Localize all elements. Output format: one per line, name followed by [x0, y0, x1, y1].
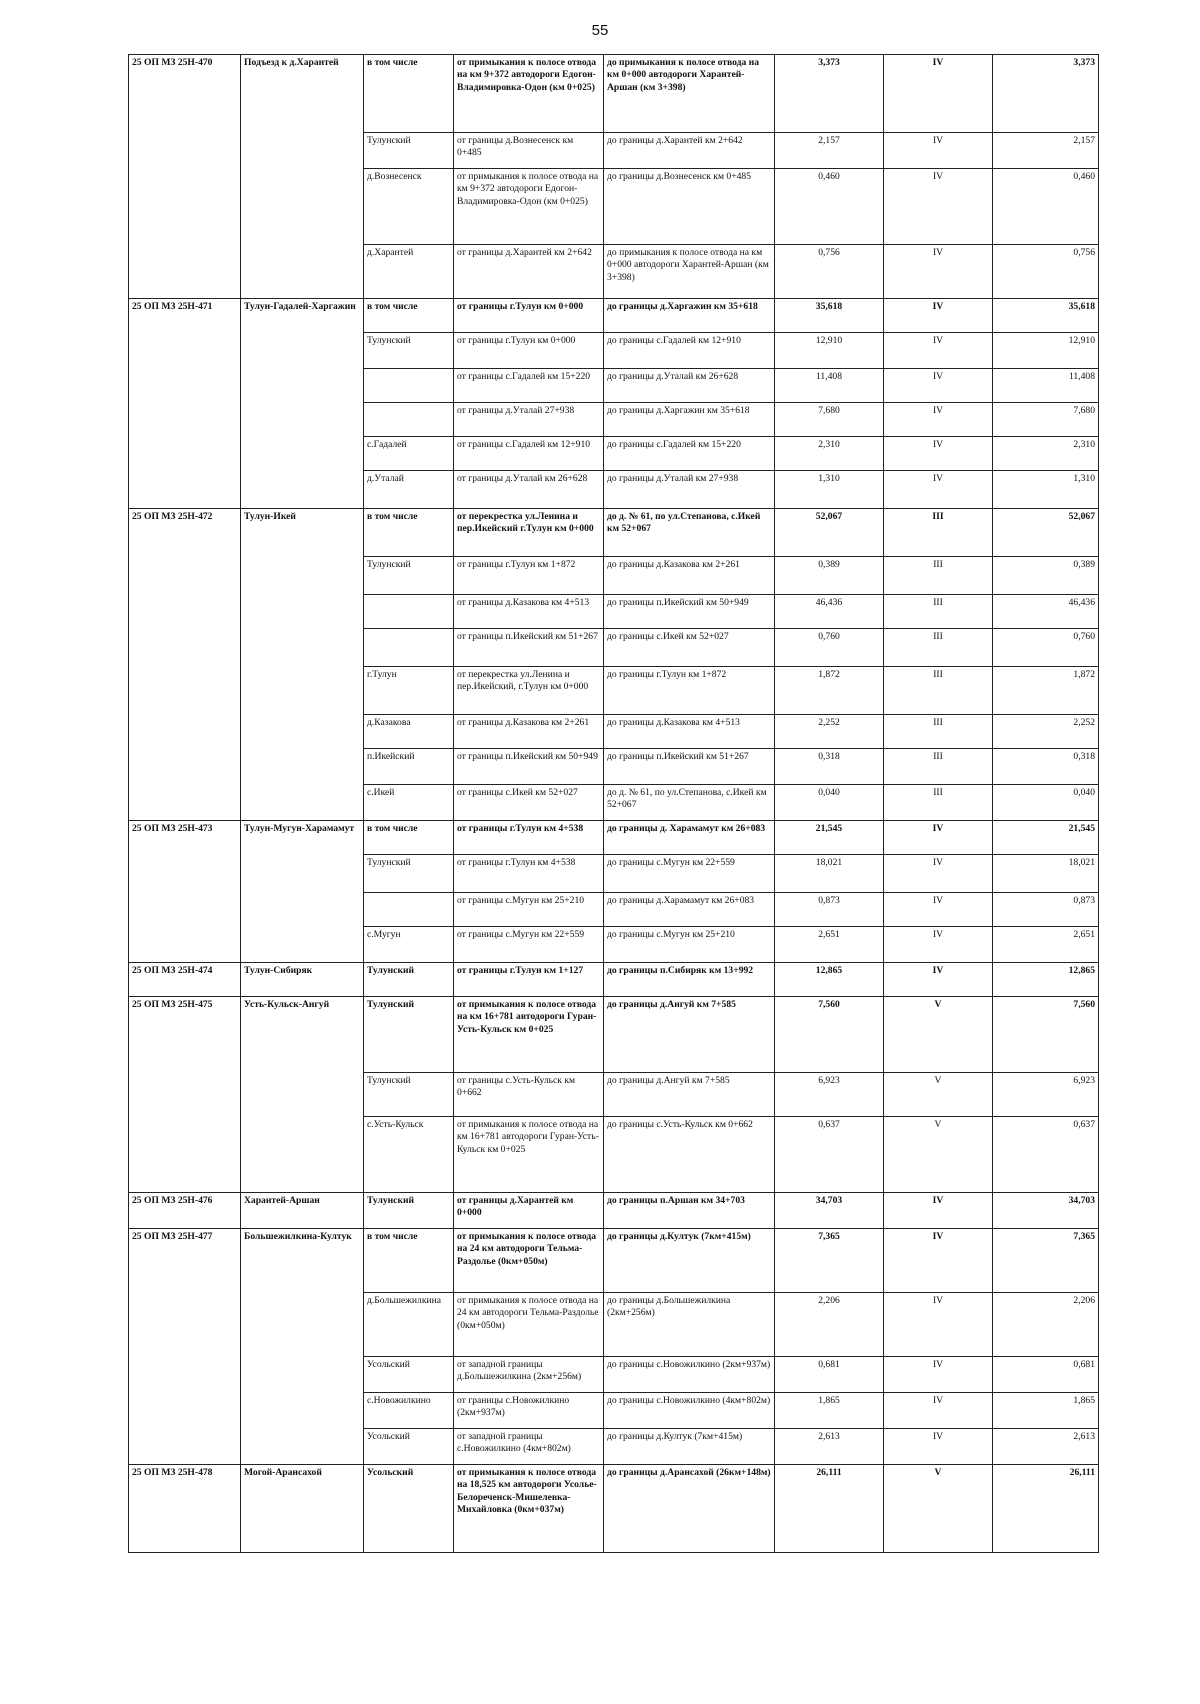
length-total-cell: 6,923 [993, 1073, 1099, 1117]
category-cell: III [884, 715, 993, 749]
area-cell [364, 595, 454, 629]
from-cell: от границы с.Икей км 52+027 [454, 785, 604, 821]
category-cell: IV [884, 55, 993, 133]
area-cell: п.Икейский [364, 749, 454, 785]
length-total-cell: 0,637 [993, 1117, 1099, 1193]
roads-table [128, 54, 1099, 1553]
area-cell: д.Харантей [364, 245, 454, 299]
to-cell: до границы д.Уталай км 26+628 [604, 369, 775, 403]
from-cell: от границы г.Тулун км 4+538 [454, 855, 604, 893]
area-cell: с.Гадалей [364, 437, 454, 471]
road-code-cell: 25 ОП МЗ 25Н-474 [129, 963, 241, 997]
length-total-cell: 52,067 [993, 509, 1099, 557]
area-cell: с.Усть-Кульск [364, 1117, 454, 1193]
length-total-cell: 26,111 [993, 1465, 1099, 1553]
road-code-cell: 25 ОП МЗ 25Н-477 [129, 1229, 241, 1465]
road-code-cell: 25 ОП МЗ 25Н-473 [129, 821, 241, 963]
to-cell: до границы с.Гадалей км 15+220 [604, 437, 775, 471]
category-cell: IV [884, 1193, 993, 1229]
length-cell: 0,760 [775, 629, 884, 667]
road-code-cell: 25 ОП МЗ 25Н-470 [129, 55, 241, 299]
from-cell: от границы д.Казакова км 4+513 [454, 595, 604, 629]
to-cell: до границы д.Большежилкина (2км+256м) [604, 1293, 775, 1357]
category-cell: III [884, 667, 993, 715]
area-cell [364, 369, 454, 403]
length-cell: 1,310 [775, 471, 884, 509]
to-cell: до границы д.Казакова км 4+513 [604, 715, 775, 749]
length-total-cell: 2,252 [993, 715, 1099, 749]
area-cell: д.Вознесенск [364, 169, 454, 245]
category-cell: IV [884, 169, 993, 245]
road-name-cell: Тулун-Сибиряк [241, 963, 364, 997]
road-code-cell: 25 ОП МЗ 25Н-475 [129, 997, 241, 1193]
area-cell [364, 403, 454, 437]
category-cell: IV [884, 333, 993, 369]
to-cell: до границы д.Култук (7км+415м) [604, 1229, 775, 1293]
road-name-cell: Могой-Арансахой [241, 1465, 364, 1553]
length-total-cell: 12,910 [993, 333, 1099, 369]
table-row [129, 1465, 1099, 1553]
from-cell: от примыкания к полосе отвода на км 9+372 автодороги Едогон-Владимировка-Одон (км 0+025) [454, 55, 604, 133]
road-name-cell: Тулун-Мугун-Харамамут [241, 821, 364, 963]
to-cell: до границы д.Култук (7км+415м) [604, 1429, 775, 1465]
to-cell: до границы п.Икейский км 50+949 [604, 595, 775, 629]
area-cell: Тулунский [364, 963, 454, 997]
to-cell: до д. № 61, по ул.Степанова, с.Икей км 52+067 [604, 509, 775, 557]
length-total-cell: 7,560 [993, 997, 1099, 1073]
from-cell: от границы с.Новожилкино (2км+937м) [454, 1393, 604, 1429]
road-name-cell: Тулун-Икей [241, 509, 364, 821]
length-cell: 7,365 [775, 1229, 884, 1293]
from-cell: от западной границы д.Большежилкина (2км+256м) [454, 1357, 604, 1393]
area-cell: Тулунский [364, 1193, 454, 1229]
table-row [129, 963, 1099, 997]
from-cell: от границы д.Харантей км 2+642 [454, 245, 604, 299]
area-cell: с.Икей [364, 785, 454, 821]
length-cell: 7,680 [775, 403, 884, 437]
length-cell: 12,910 [775, 333, 884, 369]
from-cell: от границы п.Икейский км 51+267 [454, 629, 604, 667]
page-number: 55 [591, 22, 609, 39]
length-cell: 0,389 [775, 557, 884, 595]
length-cell: 26,111 [775, 1465, 884, 1553]
to-cell: до границы п.Сибиряк км 13+992 [604, 963, 775, 997]
to-cell: до границы с.Новожилкино (2км+937м) [604, 1357, 775, 1393]
length-total-cell: 46,436 [993, 595, 1099, 629]
length-cell: 0,681 [775, 1357, 884, 1393]
to-cell: до границы д.Харантей км 2+642 [604, 133, 775, 169]
length-total-cell: 3,373 [993, 55, 1099, 133]
road-code-cell: 25 ОП МЗ 25Н-471 [129, 299, 241, 509]
to-cell: до границы д.Казакова км 2+261 [604, 557, 775, 595]
category-cell: III [884, 595, 993, 629]
from-cell: от примыкания к полосе отвода на 24 км автодороги Тельма-Раздолье (0км+050м) [454, 1293, 604, 1357]
from-cell: от примыкания к полосе отвода на км 9+372 автодороги Едогон-Владимировка-Одон (км 0+025) [454, 169, 604, 245]
length-cell: 6,923 [775, 1073, 884, 1117]
category-cell: V [884, 1073, 993, 1117]
length-cell: 34,703 [775, 1193, 884, 1229]
category-cell: IV [884, 403, 993, 437]
length-cell: 0,040 [775, 785, 884, 821]
to-cell: до границы с.Новожилкино (4км+802м) [604, 1393, 775, 1429]
to-cell: до границы с.Икей км 52+027 [604, 629, 775, 667]
length-total-cell: 2,310 [993, 437, 1099, 471]
category-cell: IV [884, 369, 993, 403]
category-cell: III [884, 557, 993, 595]
area-cell: д.Большежилкина [364, 1293, 454, 1357]
length-total-cell: 1,865 [993, 1393, 1099, 1429]
category-cell: IV [884, 1429, 993, 1465]
length-total-cell: 34,703 [993, 1193, 1099, 1229]
category-cell: IV [884, 1393, 993, 1429]
length-cell: 35,618 [775, 299, 884, 333]
length-cell: 1,865 [775, 1393, 884, 1429]
length-cell: 11,408 [775, 369, 884, 403]
length-cell: 2,310 [775, 437, 884, 471]
from-cell: от границы д.Уталай км 26+628 [454, 471, 604, 509]
from-cell: от перекрестка ул.Ленина и пер.Икейский г.Тулун км 0+000 [454, 509, 604, 557]
length-cell: 3,373 [775, 55, 884, 133]
from-cell: от границы д.Уталай 27+938 [454, 403, 604, 437]
table-row [129, 509, 1099, 557]
category-cell: IV [884, 855, 993, 893]
from-cell: от границы с.Мугун км 25+210 [454, 893, 604, 927]
length-cell: 2,157 [775, 133, 884, 169]
to-cell: до примыкания к полосе отвода на км 0+000 автодороги Харантей-Аршан (км 3+398) [604, 55, 775, 133]
category-cell: IV [884, 1229, 993, 1293]
area-cell: д.Уталай [364, 471, 454, 509]
area-cell [364, 893, 454, 927]
length-total-cell: 0,460 [993, 169, 1099, 245]
length-total-cell: 7,365 [993, 1229, 1099, 1293]
from-cell: от границы с.Гадалей км 12+910 [454, 437, 604, 471]
from-cell: от западной границы с.Новожилкино (4км+802м) [454, 1429, 604, 1465]
from-cell: от примыкания к полосе отвода на км 16+781 автодороги Гуран-Усть-Кульск км 0+025 [454, 997, 604, 1073]
to-cell: до границы п.Аршан км 34+703 [604, 1193, 775, 1229]
length-total-cell: 0,760 [993, 629, 1099, 667]
category-cell: IV [884, 1293, 993, 1357]
area-cell: д.Казакова [364, 715, 454, 749]
category-cell: III [884, 509, 993, 557]
from-cell: от границы с.Мугун км 22+559 [454, 927, 604, 963]
length-cell: 0,460 [775, 169, 884, 245]
to-cell: до границы д.Харгажин км 35+618 [604, 299, 775, 333]
area-cell: Тулунский [364, 333, 454, 369]
road-name-cell: Большежилкина-Култук [241, 1229, 364, 1465]
to-cell: до границы с.Гадалей км 12+910 [604, 333, 775, 369]
road-code-cell: 25 ОП МЗ 25Н-472 [129, 509, 241, 821]
length-cell: 0,873 [775, 893, 884, 927]
table-row [129, 299, 1099, 333]
from-cell: от примыкания к полосе отвода на 18,525 км автодороги Усолье-Белореченск-Мишелевка-Михайловка (0км+037м) [454, 1465, 604, 1553]
roads-table-body [129, 55, 1099, 1553]
from-cell: от границы д.Вознесенск км 0+485 [454, 133, 604, 169]
to-cell: до границы д.Ангуй км 7+585 [604, 1073, 775, 1117]
length-cell: 21,545 [775, 821, 884, 855]
length-cell: 7,560 [775, 997, 884, 1073]
area-cell: в том числе [364, 299, 454, 333]
length-cell: 2,206 [775, 1293, 884, 1357]
category-cell: V [884, 997, 993, 1073]
from-cell: от перекрестка ул.Ленина и пер.Икейский, г.Тулун км 0+000 [454, 667, 604, 715]
table-row [129, 821, 1099, 855]
length-total-cell: 0,318 [993, 749, 1099, 785]
area-cell: Тулунский [364, 133, 454, 169]
area-cell: с.Мугун [364, 927, 454, 963]
category-cell: IV [884, 821, 993, 855]
road-name-cell: Харантей-Аршан [241, 1193, 364, 1229]
length-total-cell: 2,651 [993, 927, 1099, 963]
to-cell: до границы д.Вознесенск км 0+485 [604, 169, 775, 245]
area-cell: в том числе [364, 509, 454, 557]
to-cell: до границы д. Харамамут км 26+083 [604, 821, 775, 855]
length-cell: 0,637 [775, 1117, 884, 1193]
length-cell: 2,613 [775, 1429, 884, 1465]
from-cell: от границы с.Гадалей км 15+220 [454, 369, 604, 403]
length-cell: 0,756 [775, 245, 884, 299]
area-cell: в том числе [364, 1229, 454, 1293]
category-cell: III [884, 749, 993, 785]
area-cell: Тулунский [364, 1073, 454, 1117]
category-cell: IV [884, 927, 993, 963]
from-cell: от границы г.Тулун км 4+538 [454, 821, 604, 855]
length-cell: 52,067 [775, 509, 884, 557]
from-cell: от границы п.Икейский км 50+949 [454, 749, 604, 785]
from-cell: от границы с.Усть-Кульск км 0+662 [454, 1073, 604, 1117]
length-cell: 1,872 [775, 667, 884, 715]
category-cell: IV [884, 299, 993, 333]
area-cell: Усольский [364, 1465, 454, 1553]
to-cell: до границы с.Мугун км 22+559 [604, 855, 775, 893]
road-name-cell: Подъезд к д.Харантей [241, 55, 364, 299]
to-cell: до границы с.Мугун км 25+210 [604, 927, 775, 963]
to-cell: до границы д.Харгажин км 35+618 [604, 403, 775, 437]
length-total-cell: 18,021 [993, 855, 1099, 893]
road-name-cell: Тулун-Гадалей-Харгажин [241, 299, 364, 509]
length-total-cell: 7,680 [993, 403, 1099, 437]
to-cell: до границы д.Арансахой (26км+148м) [604, 1465, 775, 1553]
from-cell: от границы д.Харантей км 0+000 [454, 1193, 604, 1229]
area-cell: г.Тулун [364, 667, 454, 715]
to-cell: до примыкания к полосе отвода на км 0+000 автодороги Харантей-Аршан (км 3+398) [604, 245, 775, 299]
length-total-cell: 2,206 [993, 1293, 1099, 1357]
category-cell: IV [884, 963, 993, 997]
category-cell: IV [884, 471, 993, 509]
length-total-cell: 12,865 [993, 963, 1099, 997]
length-total-cell: 0,873 [993, 893, 1099, 927]
length-total-cell: 11,408 [993, 369, 1099, 403]
category-cell: V [884, 1465, 993, 1553]
length-total-cell: 0,756 [993, 245, 1099, 299]
area-cell: Усольский [364, 1429, 454, 1465]
from-cell: от границы г.Тулун км 1+127 [454, 963, 604, 997]
area-cell: с.Новожилкино [364, 1393, 454, 1429]
area-cell: Усольский [364, 1357, 454, 1393]
length-cell: 18,021 [775, 855, 884, 893]
category-cell: IV [884, 245, 993, 299]
to-cell: до границы с.Усть-Кульск км 0+662 [604, 1117, 775, 1193]
category-cell: IV [884, 133, 993, 169]
length-total-cell: 0,389 [993, 557, 1099, 595]
length-total-cell: 2,157 [993, 133, 1099, 169]
length-cell: 2,252 [775, 715, 884, 749]
to-cell: до д. № 61, по ул.Степанова, с.Икей км 52+067 [604, 785, 775, 821]
length-total-cell: 1,310 [993, 471, 1099, 509]
table-row [129, 1193, 1099, 1229]
area-cell [364, 629, 454, 667]
category-cell: III [884, 785, 993, 821]
area-cell: в том числе [364, 55, 454, 133]
from-cell: от границы г.Тулун км 1+872 [454, 557, 604, 595]
road-code-cell: 25 ОП МЗ 25Н-478 [129, 1465, 241, 1553]
from-cell: от примыкания к полосе отвода на км 16+781 автодороги Гуран-Усть-Кульск км 0+025 [454, 1117, 604, 1193]
to-cell: до границы д.Ангуй км 7+585 [604, 997, 775, 1073]
from-cell: от границы д.Казакова км 2+261 [454, 715, 604, 749]
length-total-cell: 21,545 [993, 821, 1099, 855]
length-cell: 2,651 [775, 927, 884, 963]
category-cell: IV [884, 893, 993, 927]
area-cell: Тулунский [364, 855, 454, 893]
category-cell: V [884, 1117, 993, 1193]
road-code-cell: 25 ОП МЗ 25Н-476 [129, 1193, 241, 1229]
table-row [129, 55, 1099, 133]
to-cell: до границы п.Икейский км 51+267 [604, 749, 775, 785]
area-cell: Тулунский [364, 997, 454, 1073]
road-name-cell: Усть-Кульск-Ангуй [241, 997, 364, 1193]
to-cell: до границы г.Тулун км 1+872 [604, 667, 775, 715]
category-cell: III [884, 629, 993, 667]
from-cell: от границы г.Тулун км 0+000 [454, 299, 604, 333]
length-total-cell: 0,681 [993, 1357, 1099, 1393]
length-cell: 12,865 [775, 963, 884, 997]
from-cell: от примыкания к полосе отвода на 24 км автодороги Тельма-Раздолье (0км+050м) [454, 1229, 604, 1293]
area-cell: Тулунский [364, 557, 454, 595]
to-cell: до границы д.Уталай км 27+938 [604, 471, 775, 509]
length-cell: 46,436 [775, 595, 884, 629]
area-cell: в том числе [364, 821, 454, 855]
length-cell: 0,318 [775, 749, 884, 785]
table-row [129, 1229, 1099, 1293]
from-cell: от границы г.Тулун км 0+000 [454, 333, 604, 369]
table-row [129, 997, 1099, 1073]
length-total-cell: 1,872 [993, 667, 1099, 715]
length-total-cell: 35,618 [993, 299, 1099, 333]
category-cell: IV [884, 437, 993, 471]
length-total-cell: 0,040 [993, 785, 1099, 821]
to-cell: до границы д.Харамамут км 26+083 [604, 893, 775, 927]
length-total-cell: 2,613 [993, 1429, 1099, 1465]
category-cell: IV [884, 1357, 993, 1393]
